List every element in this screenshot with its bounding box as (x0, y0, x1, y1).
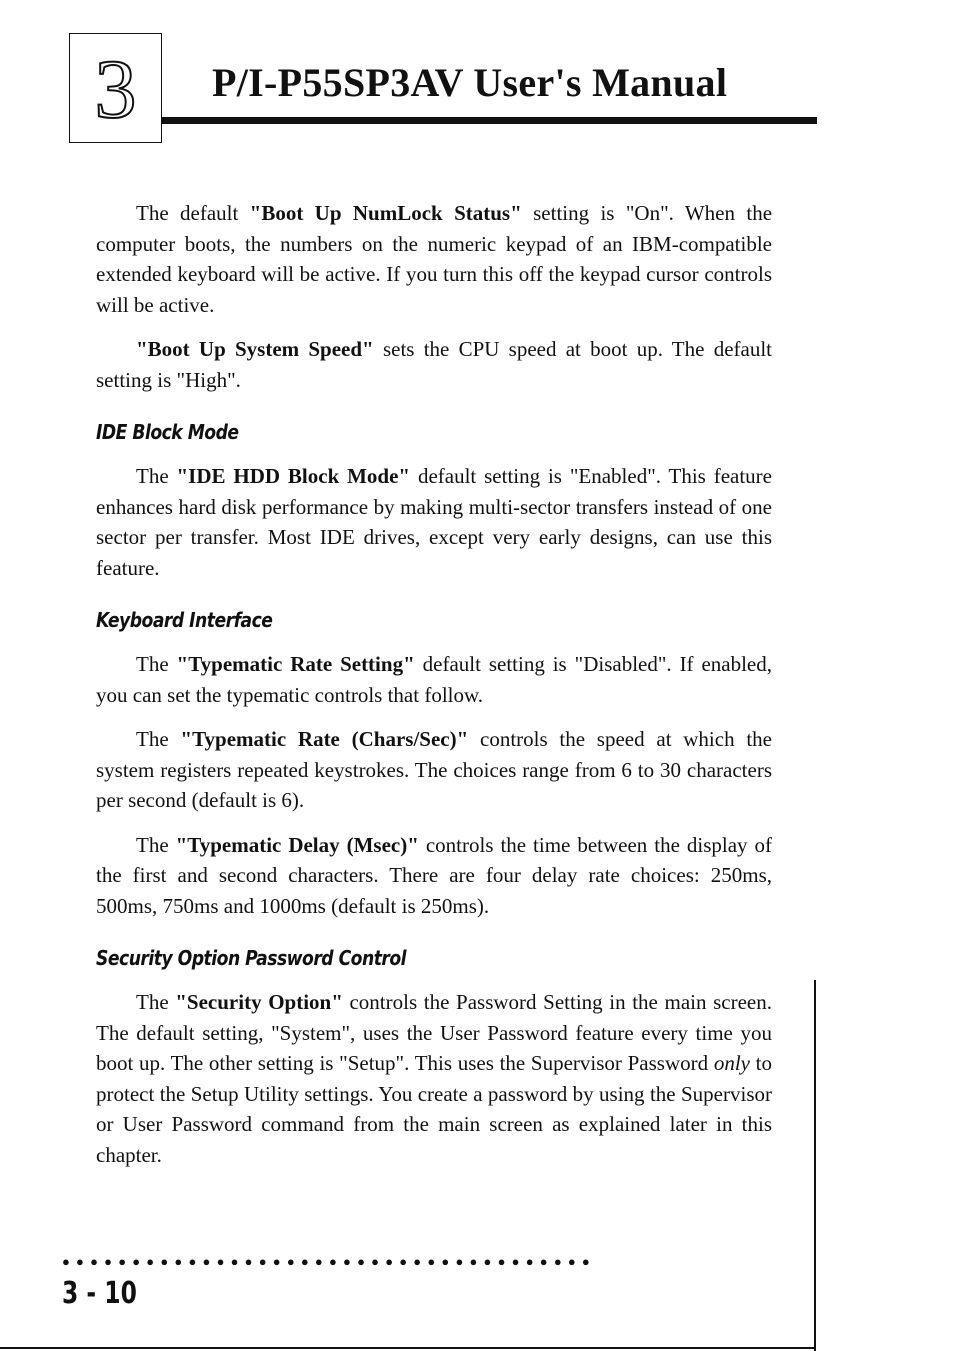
body-paragraph (96, 830, 772, 922)
paragraph-text: to protect the Setup Utility settings. You create a password by using the Supervisor or User Password command from the main screen as explained later in this chapter. (96, 1051, 772, 1167)
section-heading: IDE Block Mode (96, 420, 239, 444)
setting-name: "Security Option" (175, 990, 343, 1014)
document-body (96, 198, 772, 1184)
page-edge-bottom (0, 1347, 816, 1349)
title-rule (162, 117, 817, 124)
paragraph-text: controls the Password Setting in the main screen. The default setting, "System", uses the User Password feature every time you boot up. The other setting is "Setup". This uses the Supervisor Password (96, 990, 772, 1075)
setting-name: "IDE HDD Block Mode" (176, 464, 411, 488)
setting-name: "Typematic Rate Setting" (176, 652, 415, 676)
setting-name: "Typematic Delay (Msec)" (175, 832, 419, 857)
paragraph-text: sets the CPU speed at boot up. The default setting is "High". (96, 337, 772, 392)
footer-dot-rule: ●●●●●●●●●●●●●●●●●●●●●●●●●●●●●●●●●●●●●● (62, 1254, 596, 1269)
paragraph-text: The (136, 832, 176, 857)
body-paragraph (96, 461, 772, 583)
paragraph-text: setting is "On". When the computer boots, the numbers on the numeric keypad of an IBM-compatible extended keyboard will be active. If you turn this off the keypad cursor controls will be active. (96, 201, 773, 317)
body-paragraph (96, 987, 772, 1170)
paragraph-text: default setting is "Disabled". If enabled, you can set the typematic controls that follow. (96, 652, 772, 707)
page-title: P/I-P55SP3AV User's Manual (212, 60, 728, 105)
chapter-number-box (69, 33, 162, 143)
page-number: 3 - 10 (62, 1276, 137, 1311)
setting-name: "Boot Up NumLock Status" (249, 201, 522, 225)
body-paragraph (96, 198, 772, 320)
paragraph-text: The (136, 652, 177, 676)
setting-name: "Typematic Rate (Chars/Sec)" (180, 727, 469, 751)
paragraph-text: The (136, 990, 176, 1014)
paragraph-text: controls the speed at which the system registers repeated keystrokes. The choices range from 6 to 30 characters per second (default is 6). (96, 727, 772, 812)
section-heading: Keyboard Interface (96, 608, 273, 632)
setting-name: "Boot Up System Speed" (136, 337, 374, 361)
page-edge-right (814, 980, 816, 1351)
paragraph-text: controls the time between the display of the first and second characters. There are four delay rate choices: 250ms, 500ms, 750ms and 1000ms (default is 250ms). (96, 832, 772, 918)
chapter-number: 3 (94, 43, 137, 136)
emphasis-text: only (713, 1051, 750, 1075)
body-paragraph (96, 724, 772, 816)
paragraph-text: The (136, 464, 177, 488)
paragraph-text: The (136, 727, 181, 751)
section-heading: Security Option Password Control (96, 946, 407, 970)
paragraph-text: The default (136, 201, 250, 225)
paragraph-text: default setting is "Enabled". This feature enhances hard disk performance by making multi-sector transfers instead of one sector per transfer. Most IDE drives, except very early designs, can use this feature. (96, 464, 772, 580)
body-paragraph (96, 649, 772, 710)
body-paragraph (96, 334, 772, 395)
